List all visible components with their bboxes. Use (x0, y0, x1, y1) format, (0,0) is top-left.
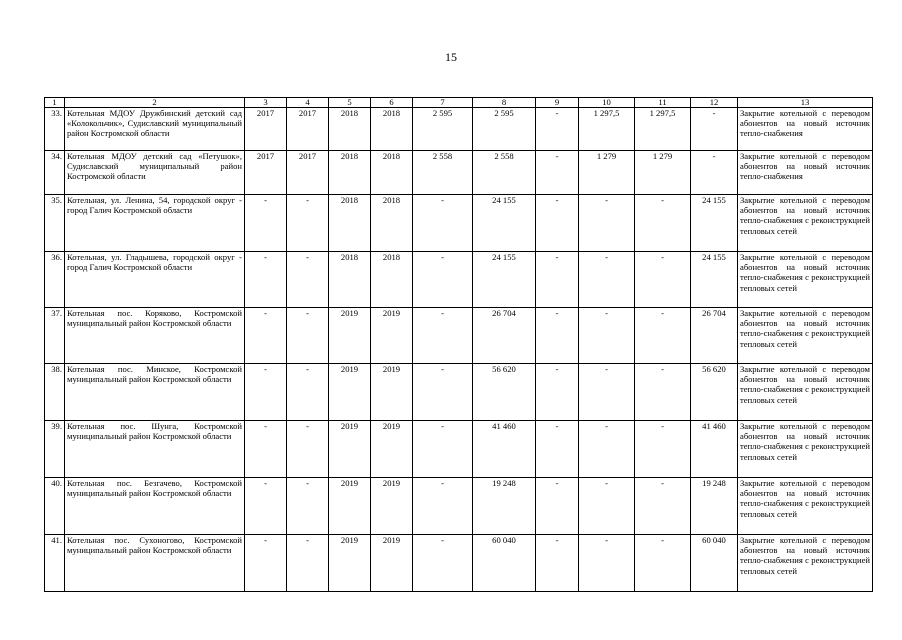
col11-cell: - (635, 252, 691, 308)
col3-cell: - (245, 252, 287, 308)
col3-cell: - (245, 535, 287, 592)
col3-cell: - (245, 364, 287, 421)
col11-cell: - (635, 535, 691, 592)
note-cell: Закрытие котельной с переводом абонентов на новый источник тепло-снабжения с реконструкцией тепловых сетей (738, 478, 873, 535)
col3-cell: - (245, 195, 287, 252)
table-row (45, 252, 873, 308)
col6-cell: 2019 (371, 364, 413, 421)
col5-cell: 2018 (329, 151, 371, 195)
table-row (45, 535, 873, 592)
table-row (45, 151, 873, 195)
col4-cell: 2017 (287, 151, 329, 195)
col9-cell: - (536, 364, 579, 421)
col8-cell: 24 155 (473, 195, 536, 252)
col8-cell: 2 558 (473, 151, 536, 195)
col11-cell: 1 279 (635, 151, 691, 195)
col6-cell: 2018 (371, 151, 413, 195)
col12-cell: 24 155 (691, 252, 738, 308)
col7-cell: - (413, 252, 473, 308)
table-row (45, 478, 873, 535)
col6-cell: 2019 (371, 478, 413, 535)
boiler-name-cell: Котельная пос. Сухоногово, Костромской муниципальный район Костромской области (65, 535, 245, 592)
col5-cell: 2019 (329, 421, 371, 478)
row-number-cell: 39. (45, 421, 65, 478)
col8-cell: 24 155 (473, 252, 536, 308)
note-cell: Закрытие котельной с переводом абонентов на новый источник тепло-снабжения с реконструкцией тепловых сетей (738, 364, 873, 421)
row-number-cell: 36. (45, 252, 65, 308)
col6-cell: 2019 (371, 308, 413, 364)
boiler-name-cell: Котельная пос. Безгачево, Костромской муниципальный район Костромской области (65, 478, 245, 535)
table-row (45, 364, 873, 421)
col12-cell: 26 704 (691, 308, 738, 364)
col9-cell: - (536, 421, 579, 478)
row-number-cell: 34. (45, 151, 65, 195)
col3-cell: 2017 (245, 108, 287, 151)
col10-cell: 1 279 (579, 151, 635, 195)
col4-cell: - (287, 308, 329, 364)
table-body (45, 98, 873, 592)
note-cell: Закрытие котельной с переводом абонентов на новый источник тепло-снабжения с реконструкцией тепловых сетей (738, 195, 873, 252)
col7-cell: - (413, 421, 473, 478)
col4-cell: - (287, 195, 329, 252)
note-cell: Закрытие котельной с переводом абонентов на новый источник тепло-снабжения с реконструкцией тепловых сетей (738, 308, 873, 364)
header-row (45, 98, 873, 108)
col6-cell: 2018 (371, 195, 413, 252)
col-header: 1 (45, 98, 65, 108)
boiler-name-cell: Котельная, ул. Гладышева, городской округ - город Галич Костромской области (65, 252, 245, 308)
col7-cell: - (413, 364, 473, 421)
col12-cell: 24 155 (691, 195, 738, 252)
col9-cell: - (536, 195, 579, 252)
col7-cell: - (413, 478, 473, 535)
col9-cell: - (536, 478, 579, 535)
col4-cell: - (287, 535, 329, 592)
col11-cell: - (635, 195, 691, 252)
note-cell: Закрытие котельной с переводом абонентов на новый источник тепло-снабжения с реконструкцией тепловых сетей (738, 252, 873, 308)
col10-cell: - (579, 535, 635, 592)
col5-cell: 2019 (329, 478, 371, 535)
col-header: 4 (287, 98, 329, 108)
table-row (45, 421, 873, 478)
col7-cell: - (413, 195, 473, 252)
note-cell: Закрытие котельной с переводом абонентов на новый источник тепло-снабжения с реконструкцией тепловых сетей (738, 535, 873, 592)
col8-cell: 60 040 (473, 535, 536, 592)
col11-cell: 1 297,5 (635, 108, 691, 151)
col-header: 2 (65, 98, 245, 108)
boiler-name-cell: Котельная пос. Шунга, Костромской муниципальный район Костромской области (65, 421, 245, 478)
col12-cell: 19 248 (691, 478, 738, 535)
col7-cell: 2 558 (413, 151, 473, 195)
col10-cell: - (579, 308, 635, 364)
table-row (45, 195, 873, 252)
row-number-cell: 41. (45, 535, 65, 592)
col5-cell: 2018 (329, 252, 371, 308)
col9-cell: - (536, 252, 579, 308)
col8-cell: 41 460 (473, 421, 536, 478)
col6-cell: 2019 (371, 535, 413, 592)
col3-cell: - (245, 478, 287, 535)
col-header: 8 (473, 98, 536, 108)
col10-cell: 1 297,5 (579, 108, 635, 151)
col5-cell: 2019 (329, 535, 371, 592)
note-cell: Закрытие котельной с переводом абонентов на новый источник тепло-снабжения с реконструкцией тепловых сетей (738, 421, 873, 478)
col8-cell: 26 704 (473, 308, 536, 364)
col8-cell: 56 620 (473, 364, 536, 421)
col-header: 12 (691, 98, 738, 108)
page-number: 15 (445, 50, 457, 64)
col-header: 6 (371, 98, 413, 108)
col9-cell: - (536, 308, 579, 364)
table-row (45, 308, 873, 364)
row-number-cell: 37. (45, 308, 65, 364)
col11-cell: - (635, 478, 691, 535)
col7-cell: - (413, 308, 473, 364)
row-number-cell: 40. (45, 478, 65, 535)
col6-cell: 2019 (371, 421, 413, 478)
col4-cell: - (287, 252, 329, 308)
boiler-name-cell: Котельная МДОУ детский сад «Петушок», Судиславский муниципальный район Костромской области (65, 151, 245, 195)
col11-cell: - (635, 308, 691, 364)
col11-cell: - (635, 421, 691, 478)
col3-cell: - (245, 308, 287, 364)
col5-cell: 2019 (329, 308, 371, 364)
boiler-name-cell: Котельная МДОУ Дружбинский детский сад «Колокольчик», Судиславский муниципальный район Костромской области (65, 108, 245, 151)
col7-cell: 2 595 (413, 108, 473, 151)
col4-cell: - (287, 478, 329, 535)
col9-cell: - (536, 535, 579, 592)
col-header: 10 (579, 98, 635, 108)
col3-cell: 2017 (245, 151, 287, 195)
col11-cell: - (635, 364, 691, 421)
col10-cell: - (579, 252, 635, 308)
col12-cell: 41 460 (691, 421, 738, 478)
col12-cell: 60 040 (691, 535, 738, 592)
col4-cell: - (287, 421, 329, 478)
col10-cell: - (579, 195, 635, 252)
col9-cell: - (536, 151, 579, 195)
col10-cell: - (579, 478, 635, 535)
col-header: 7 (413, 98, 473, 108)
col7-cell: - (413, 535, 473, 592)
col3-cell: - (245, 421, 287, 478)
col10-cell: - (579, 364, 635, 421)
col-header: 9 (536, 98, 579, 108)
row-number-cell: 38. (45, 364, 65, 421)
note-cell: Закрытие котельной с переводом абонентов на новый источник тепло-снабжения (738, 151, 873, 195)
col9-cell: - (536, 108, 579, 151)
col-header: 13 (738, 98, 873, 108)
col8-cell: 2 595 (473, 108, 536, 151)
col12-cell: - (691, 151, 738, 195)
col12-cell: - (691, 108, 738, 151)
boiler-name-cell: Котельная, ул. Ленина, 54, городской округ - город Галич Костромской области (65, 195, 245, 252)
col8-cell: 19 248 (473, 478, 536, 535)
boiler-name-cell: Котельная пос. Коряково, Костромской муниципальный район Костромской области (65, 308, 245, 364)
col6-cell: 2018 (371, 252, 413, 308)
col-header: 5 (329, 98, 371, 108)
col6-cell: 2018 (371, 108, 413, 151)
col5-cell: 2019 (329, 364, 371, 421)
col10-cell: - (579, 421, 635, 478)
col-header: 3 (245, 98, 287, 108)
col5-cell: 2018 (329, 108, 371, 151)
note-cell: Закрытие котельной с переводом абонентов на новый источник тепло-снабжения (738, 108, 873, 151)
col12-cell: 56 620 (691, 364, 738, 421)
col5-cell: 2018 (329, 195, 371, 252)
boiler-table (44, 97, 873, 592)
col4-cell: 2017 (287, 108, 329, 151)
col-header: 11 (635, 98, 691, 108)
table-row (45, 108, 873, 151)
row-number-cell: 33. (45, 108, 65, 151)
col4-cell: - (287, 364, 329, 421)
boiler-name-cell: Котельная пос. Минское, Костромской муниципальный район Костромской области (65, 364, 245, 421)
row-number-cell: 35. (45, 195, 65, 252)
